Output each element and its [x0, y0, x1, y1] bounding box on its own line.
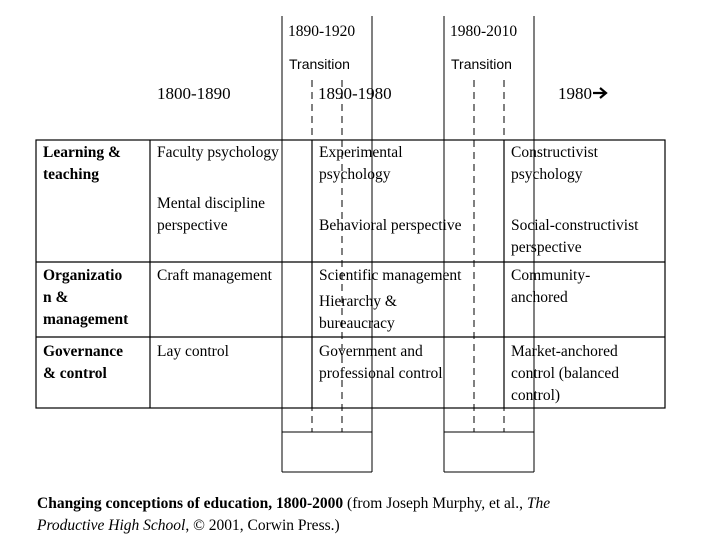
- caption-title: Changing conceptions of education, 1800-2000: [37, 495, 344, 512]
- cell-constructivist-psychology: [511, 142, 598, 186]
- cell-line: Community-: [511, 267, 591, 284]
- cell-behavioral-perspective: [319, 215, 461, 237]
- cell-line: Mental discipline: [157, 195, 266, 212]
- transition-2-label: Transition: [451, 56, 512, 72]
- period-1980-onward: [558, 83, 608, 105]
- row-label-line: Learning &: [43, 144, 121, 161]
- cell-experimental-psychology: [319, 142, 403, 186]
- cell-line: Behavioral perspective: [319, 217, 462, 234]
- cell-line: Hierarchy &: [319, 293, 397, 310]
- arrow-right-icon: [592, 86, 608, 100]
- period-1890-1980: 1890-1980: [318, 84, 392, 103]
- caption-book-title-1: The: [526, 495, 551, 512]
- cell-line: bureaucracy: [319, 315, 395, 332]
- cell-line: Government and: [319, 343, 423, 360]
- row-label-line: management: [43, 311, 129, 328]
- row-label-line: n &: [43, 289, 69, 306]
- cell-community-anchored: [511, 265, 590, 309]
- cell-line: psychology: [511, 166, 583, 183]
- cell-line: Social-constructivist: [511, 217, 639, 234]
- cell-lay-control: [157, 341, 229, 363]
- transition-2-years: 1980-2010: [450, 23, 518, 40]
- cell-line: perspective: [511, 239, 582, 256]
- cell-line: control (balanced: [511, 365, 620, 382]
- cell-line: control): [511, 387, 561, 404]
- figure-caption: [37, 493, 697, 537]
- period-1800-1890: 1800-1890: [157, 84, 231, 103]
- caption-publisher: , © 2001, Corwin Press.): [185, 517, 340, 534]
- period-1980-label: 1980: [558, 84, 592, 103]
- cell-hierarchy-bureaucracy: [319, 291, 397, 335]
- row-label-line: teaching: [43, 166, 99, 183]
- row-label-organization-management: [43, 265, 128, 331]
- cell-craft-management: [157, 265, 272, 287]
- cell-government-professional-control: [319, 341, 443, 385]
- cell-line: professional control: [319, 365, 443, 382]
- cell-mental-discipline: [157, 193, 265, 237]
- cell-line: Craft management: [157, 267, 272, 284]
- transition-1-label: Transition: [289, 56, 350, 72]
- transition-1-years: 1890-1920: [288, 23, 356, 40]
- cell-line: perspective: [157, 217, 228, 234]
- row-label-learning-teaching: [43, 142, 121, 186]
- cell-market-anchored-control: [511, 341, 619, 407]
- cell-line: Scientific management: [319, 267, 462, 284]
- cell-line: psychology: [319, 166, 391, 183]
- caption-source: (from Joseph Murphy, et al.,: [343, 495, 527, 512]
- cell-line: Constructivist: [511, 144, 598, 161]
- cell-line: Market-anchored: [511, 343, 618, 360]
- cell-scientific-management: [319, 265, 461, 287]
- row-label-line: & control: [43, 365, 107, 382]
- cell-faculty-psychology: [157, 142, 279, 164]
- row-label-line: Governance: [43, 343, 124, 360]
- row-label-governance-control: [43, 341, 123, 385]
- cell-social-constructivist: [511, 215, 638, 259]
- cell-line: Experimental: [319, 144, 403, 161]
- cell-line: anchored: [511, 289, 568, 306]
- cell-line: Faculty psychology: [157, 144, 279, 161]
- caption-book-title-2: Productive High School: [37, 517, 186, 534]
- row-label-line: Organizatio: [43, 267, 123, 284]
- cell-line: Lay control: [157, 343, 229, 360]
